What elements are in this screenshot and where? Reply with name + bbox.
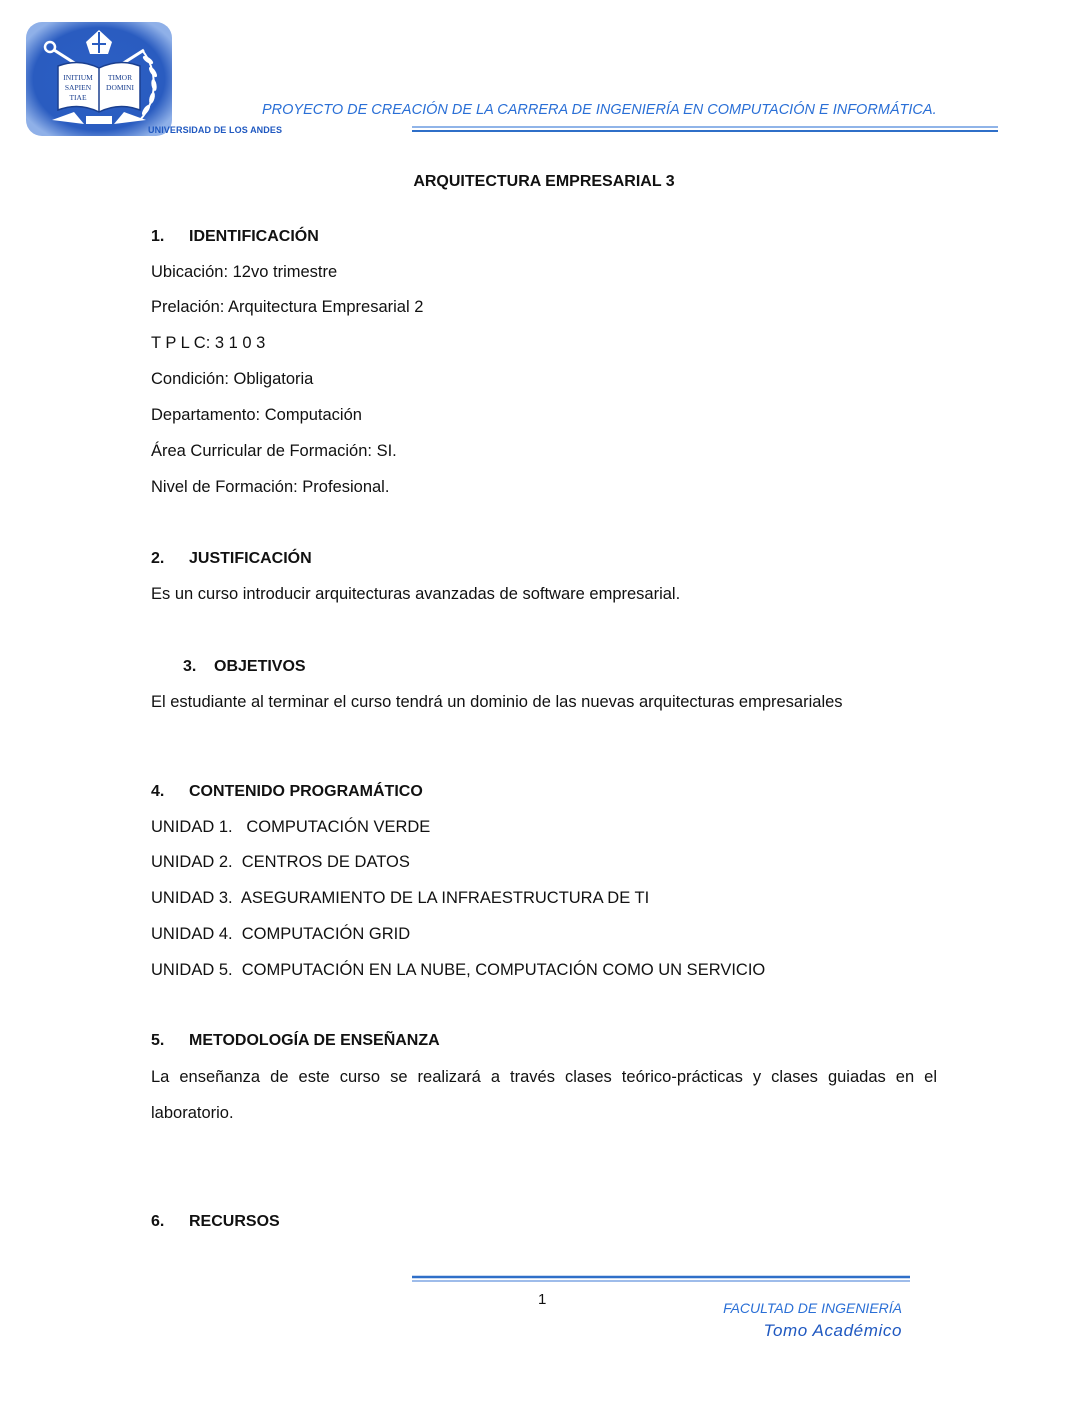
section-recursos-heading [151, 1213, 280, 1231]
section-title: METODOLOGÍA DE ENSEÑANZA [189, 1032, 440, 1049]
seal-text-right-1: TIMOR [107, 73, 133, 82]
section-number: 6. [151, 1213, 165, 1230]
prelacion-line: Prelación: Arquitectura Empresarial 2 [151, 298, 424, 316]
section-metodologia-heading [151, 1032, 440, 1050]
section-number: 5. [151, 1032, 165, 1049]
page-number: 1 [538, 1291, 547, 1308]
university-seal-logo [24, 20, 174, 138]
section-title: JUSTIFICACIÓN [189, 550, 312, 567]
metodologia-text-line-1: La enseñanza de este curso se realizará a través clases teórico-prácticas y clases guiadas en el [151, 1068, 937, 1086]
area-curricular-line: Área Curricular de Formación: SI. [151, 442, 397, 460]
project-title: PROYECTO DE CREACIÓN DE LA CARRERA DE INGENIERÍA EN COMPUTACIÓN E INFORMÁTICA. [262, 102, 937, 118]
seal-text-right-2: DOMINI [106, 83, 134, 92]
university-name: UNIVERSIDAD DE LOS ANDES [148, 125, 283, 135]
footer-faculty: FACULTAD DE INGENIERÍA [723, 1300, 902, 1316]
footer-tomo: Tomo Académico [763, 1321, 902, 1340]
unidad-4-line: UNIDAD 4. COMPUTACIÓN GRID [151, 925, 411, 943]
section-objetivos-heading [183, 658, 306, 676]
tplc-line: T P L C: 3 1 0 3 [151, 334, 266, 352]
unidad-5-line: UNIDAD 5. COMPUTACIÓN EN LA NUBE, COMPUTACIÓN COMO UN SERVICIO [151, 961, 766, 979]
unidad-1-line: UNIDAD 1. COMPUTACIÓN VERDE [151, 818, 431, 836]
justificacion-text: Es un curso introducir arquitecturas avanzadas de software empresarial. [151, 585, 681, 603]
section-title: IDENTIFICACIÓN [189, 228, 319, 245]
ubicacion-line: Ubicación: 12vo trimestre [151, 263, 338, 281]
footer-divider [412, 1274, 910, 1284]
unidad-3-line: UNIDAD 3. ASEGURAMIENTO DE LA INFRAESTRUCTURA DE TI [151, 889, 650, 907]
nivel-formacion-line: Nivel de Formación: Profesional. [151, 478, 390, 496]
section-number: 4. [151, 783, 165, 800]
section-contenido-heading [151, 783, 423, 801]
seal-text-left-2: SAPIEN [64, 83, 92, 92]
metodologia-text-line-2: laboratorio. [151, 1104, 234, 1122]
section-title: RECURSOS [189, 1213, 280, 1230]
seal-text-left-3: TIAE [69, 93, 87, 102]
section-title: CONTENIDO PROGRAMÁTICO [189, 783, 423, 800]
section-number: 1. [151, 228, 165, 245]
seal-text-left-1: INITIUM [63, 73, 93, 82]
condicion-line: Condición: Obligatoria [151, 370, 314, 388]
section-number: 2. [151, 550, 165, 567]
header-divider [412, 124, 998, 134]
document-title: ARQUITECTURA EMPRESARIAL 3 [413, 173, 675, 190]
section-title: OBJETIVOS [214, 658, 306, 675]
section-number: 3. [183, 658, 197, 675]
section-justificacion-heading [151, 550, 312, 568]
unidad-2-line: UNIDAD 2. CENTROS DE DATOS [151, 853, 410, 871]
objetivos-text: El estudiante al terminar el curso tendrá un dominio de las nuevas arquitecturas empresariales [151, 693, 843, 711]
departamento-line: Departamento: Computación [151, 406, 362, 424]
section-identificacion-heading [151, 228, 319, 246]
